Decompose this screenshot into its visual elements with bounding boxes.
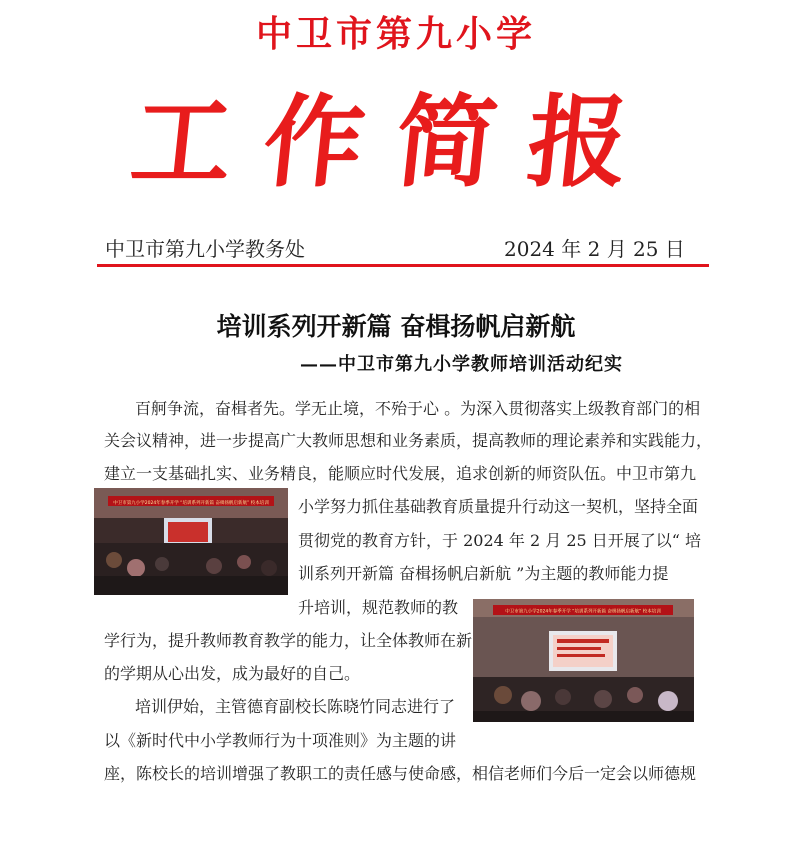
paragraph-line: 培训伊始，主管德育副校长陈晓竹同志进行了 xyxy=(135,697,456,716)
paragraph-line: 百舸争流，奋楫者先。学无止境，不殆于心 。为深入贯彻落实上级教育部门的相 xyxy=(135,399,701,418)
paragraph-line: 以《新时代中小学教师行为十项准则》为主题的讲 xyxy=(104,731,457,750)
training-photo-1 xyxy=(94,488,288,595)
paragraph-line: 座，陈校长的培训增强了教职工的责任感与使命感，相信老师们今后一定会以师德规 xyxy=(104,764,697,783)
photo-banner-text: 中卫市第九小学2024年春季开学 “培训系列开新篇 奋楫扬帆启新航” 校本培训 xyxy=(505,609,661,615)
issuer: 中卫市第九小学教务处 xyxy=(105,237,305,261)
photo-banner-text: 中卫市第九小学2024年春季开学 “培训系列开新篇 奋楫扬帆启新航” 校本培训 xyxy=(113,501,269,506)
paragraph-line: 训系列开新篇 奋楫扬帆启新航 ”为主题的教师能力提 xyxy=(298,564,669,583)
paragraph-line: 升培训，规范教师的教 xyxy=(298,598,459,617)
paragraph-line: 学行为，提升教师教育教学的能力，让全体教师在新 xyxy=(104,631,473,650)
paragraph-line: 关会议精神，进一步提高广大教师思想和业务素质，提高教师的理论素养和实践能力， xyxy=(104,431,713,450)
paragraph-line: 小学努力抓住基础教育质量提升行动这一契机，坚持全面 xyxy=(298,497,699,516)
paragraph-line: 的学期从心出发，成为最好的自己。 xyxy=(104,664,361,683)
article-title: 培训系列开新篇 奋楫扬帆启新航 xyxy=(216,312,576,341)
article-subtitle: ——中卫市第九小学教师培训活动纪实 xyxy=(300,354,623,375)
training-photo-2 xyxy=(473,599,694,722)
issue-date: 2024 年 2 月 25 日 xyxy=(504,237,685,261)
paragraph-line: 建立一支基础扎实、业务精良，能顺应时代发展，追求创新的师资队伍。中卫市第九 xyxy=(104,464,697,483)
header-divider xyxy=(97,264,709,267)
masthead-title: 工作简报 xyxy=(125,84,667,201)
school-name: 中卫市第九小学 xyxy=(255,13,536,55)
paragraph-line: 贯彻党的教育方针，于 2024 年 2 月 25 日开展了以“ 培 xyxy=(298,531,702,550)
